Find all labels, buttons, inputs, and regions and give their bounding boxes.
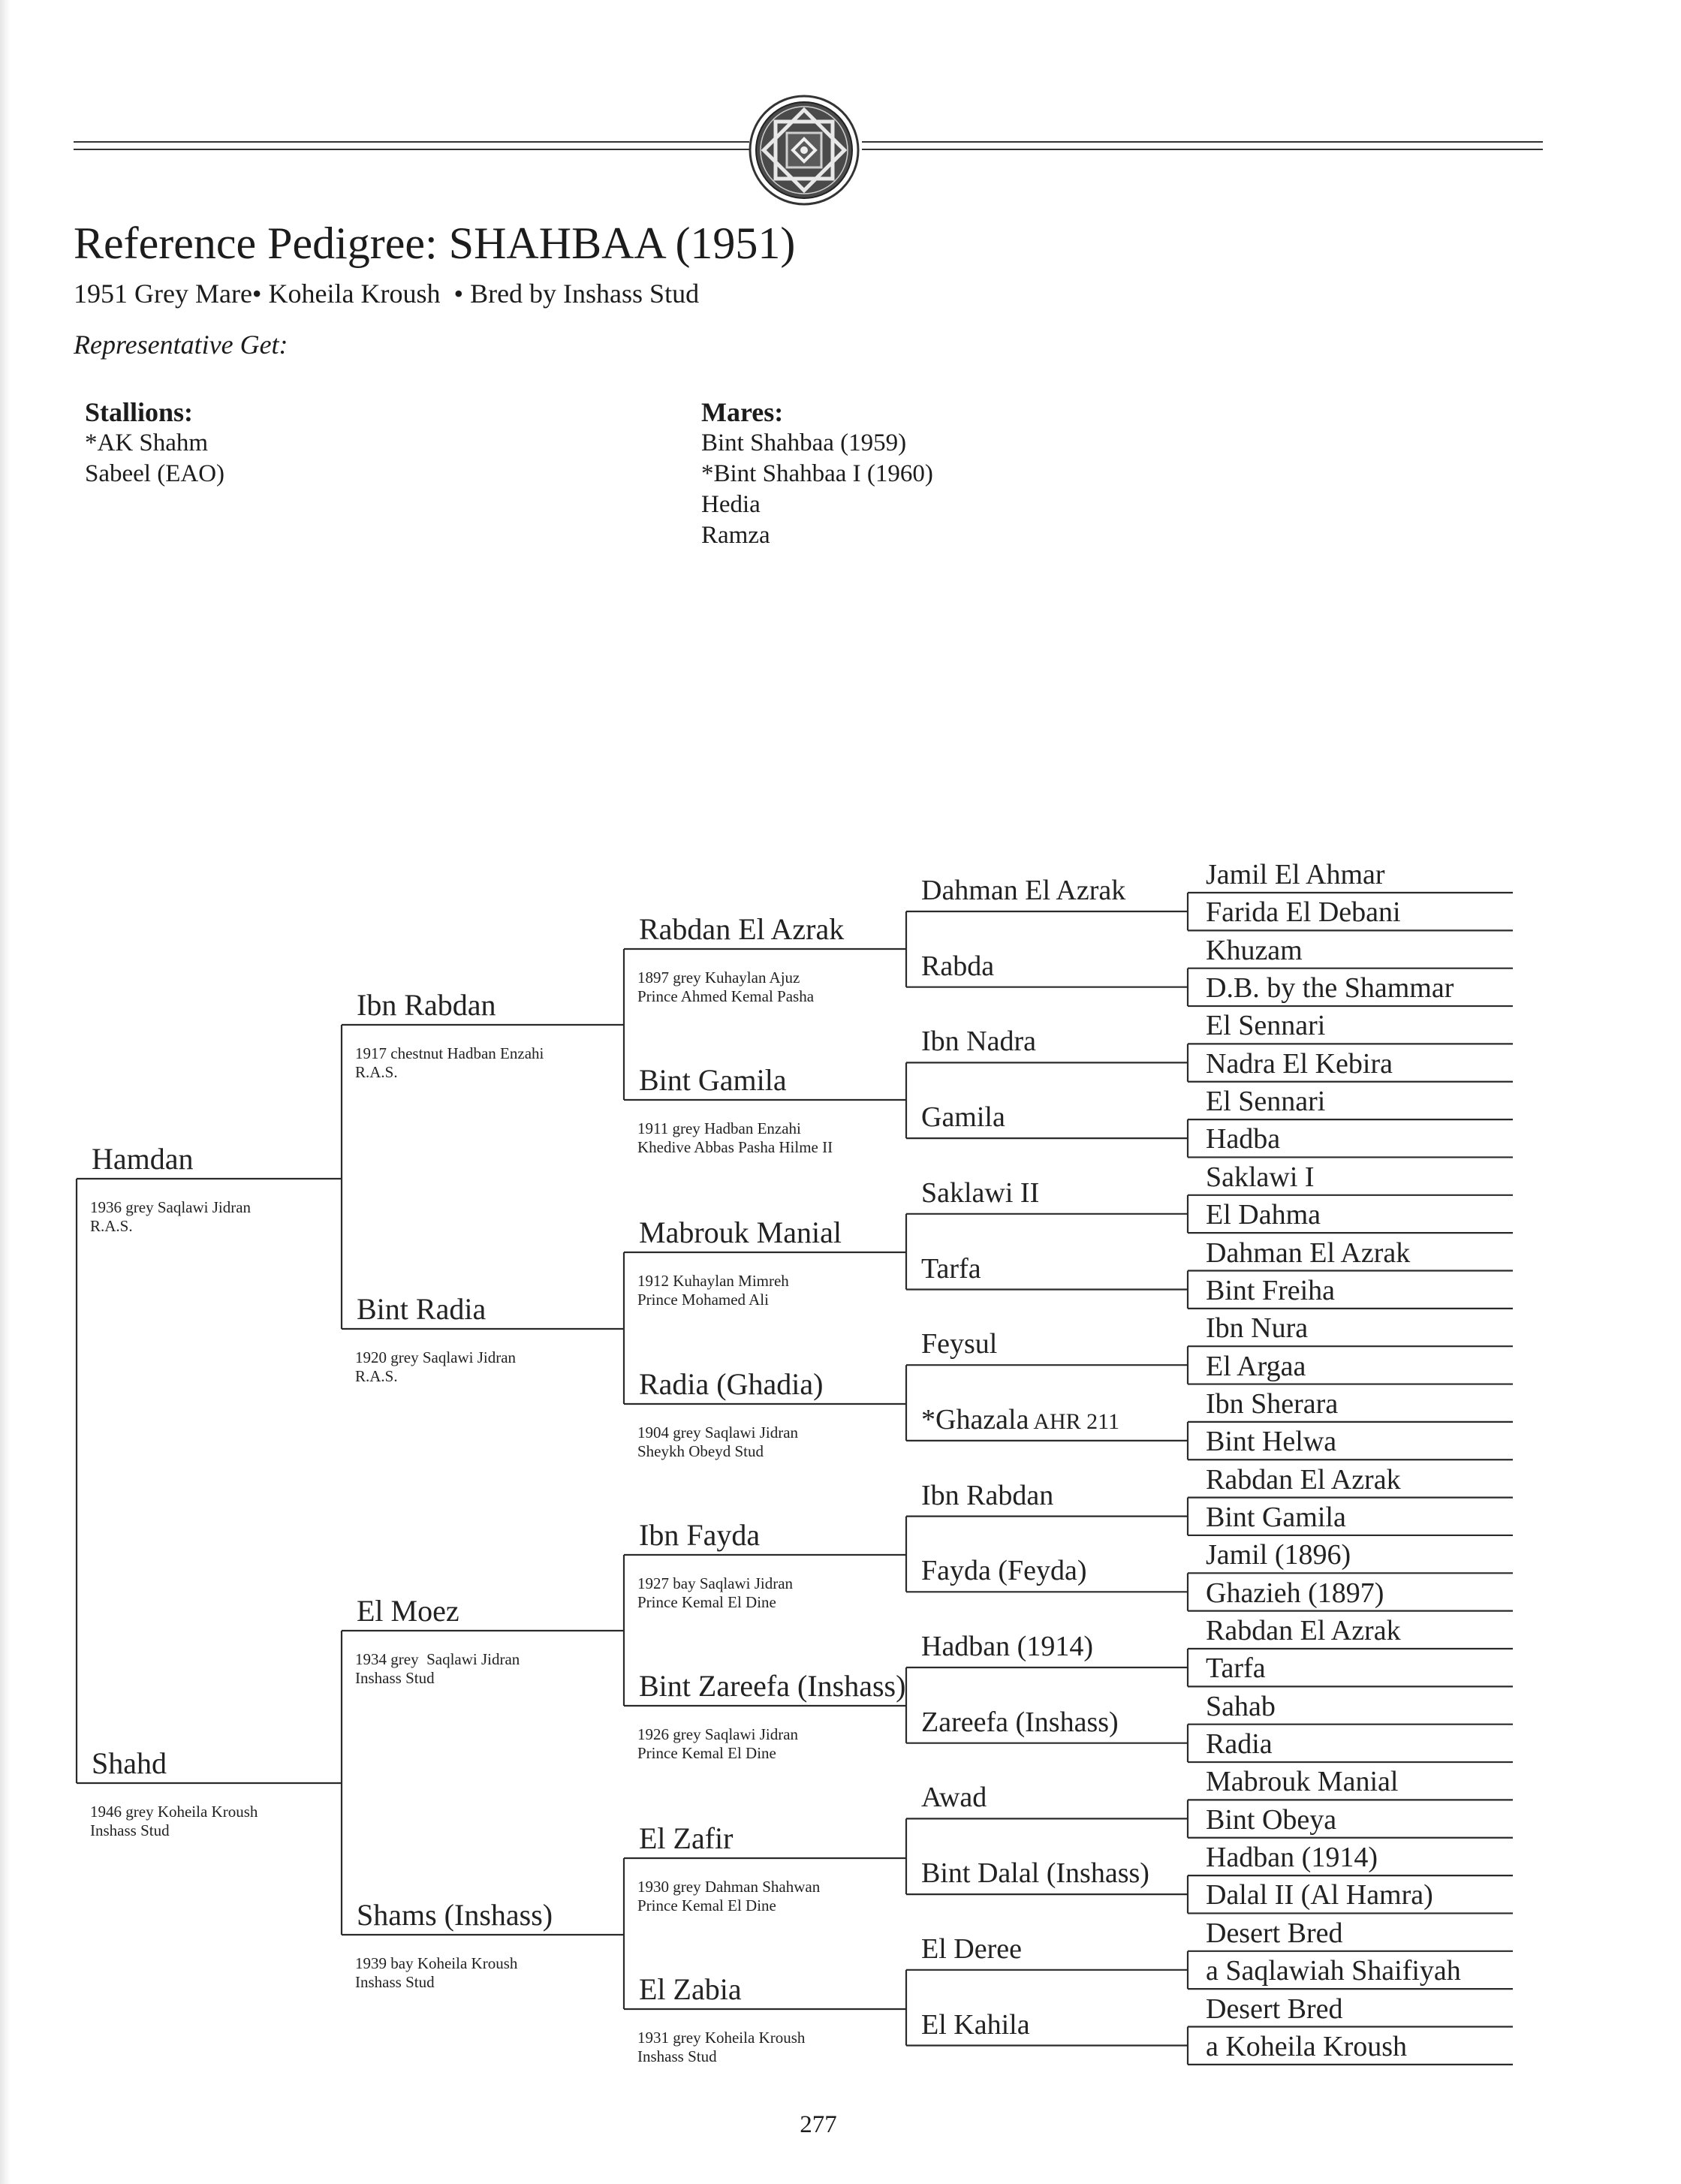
horse-name: Sahab — [1206, 1690, 1276, 1722]
horse-detail: 1904 grey Saqlawi Jidran — [637, 1423, 799, 1441]
horse-name: Hadban (1914) — [1206, 1842, 1378, 1874]
horse-name: Bint Freiha — [1206, 1274, 1336, 1306]
horse-name: Mabrouk Manial — [639, 1216, 842, 1249]
horse-name: Rabdan El Azrak — [1206, 1615, 1401, 1646]
mare-name: Hedia — [701, 491, 761, 518]
horse-name: Saklawi II — [921, 1176, 1040, 1209]
horse-name: El Dahma — [1206, 1199, 1321, 1231]
horse-breeder: R.A.S. — [355, 1063, 398, 1081]
horse-name: Jamil (1896) — [1206, 1539, 1351, 1571]
mare-name: *Bint Shahbaa I (1960) — [701, 460, 933, 487]
horse-name: Khuzam — [1206, 934, 1303, 966]
horse-name: El Moez — [357, 1594, 459, 1628]
horse-detail: 1917 chestnut Hadban Enzahi — [355, 1044, 544, 1062]
mare-name: Bint Shahbaa (1959) — [701, 429, 907, 456]
horse-name: Bint Zareefa (Inshass) — [639, 1669, 906, 1703]
stallion-name: *AK Shahm — [85, 429, 209, 456]
horse-breeder: Inshass Stud — [637, 2047, 717, 2065]
horse-name: a Koheila Kroush — [1206, 2030, 1408, 2062]
horse-detail: 1897 grey Kuhaylan Ajuz — [637, 968, 800, 987]
horse-name: Shahd — [92, 1746, 167, 1780]
horse-name: Ibn Sherara — [1206, 1387, 1339, 1420]
registration-number: AHR 211 — [1029, 1408, 1120, 1434]
horse-detail: 1927 bay Saqlawi Jidran — [637, 1574, 794, 1592]
horse-detail: 1936 grey Saqlawi Jidran — [90, 1198, 252, 1216]
horse-detail: 1920 grey Saqlawi Jidran — [355, 1348, 517, 1366]
horse-breeder: Inshass Stud — [90, 1821, 170, 1839]
mares-heading: Mares: — [701, 397, 784, 427]
representative-get-heading: Representative Get: — [74, 330, 288, 360]
horse-name: El Sennari — [1206, 1010, 1326, 1042]
horse-name: Nadra El Kebira — [1206, 1047, 1393, 1080]
horse-breeder: Khedive Abbas Pasha Hilme II — [637, 1138, 833, 1156]
horse-name: Desert Bred — [1206, 1917, 1343, 1949]
horse-breeder: Prince Ahmed Kemal Pasha — [637, 987, 815, 1005]
stallions-heading: Stallions: — [85, 397, 194, 427]
horse-name: Hamdan — [92, 1142, 194, 1176]
horse-breeder: Prince Kemal El Dine — [637, 1744, 776, 1762]
horse-name: Farida El Debani — [1206, 896, 1401, 929]
horse-name: Bint Dalal (Inshass) — [921, 1857, 1149, 1890]
horse-name: Radia — [1206, 1728, 1273, 1761]
horse-name: El Kahila — [921, 2008, 1030, 2041]
horse-name: Ghazieh (1897) — [1206, 1577, 1384, 1609]
horse-breeder: Prince Kemal El Dine — [637, 1896, 776, 1914]
horse-name: Shams (Inshass) — [357, 1898, 553, 1932]
horse-detail: 1911 grey Hadban Enzahi — [637, 1119, 801, 1137]
horse-name: Bint Obeya — [1206, 1803, 1337, 1836]
horse-breeder: Sheykh Obeyd Stud — [637, 1442, 764, 1460]
horse-name: El Zabia — [639, 1972, 742, 2006]
horse-breeder: Prince Kemal El Dine — [637, 1593, 776, 1611]
horse-name: Hadba — [1206, 1123, 1281, 1155]
horse-name: a Saqlawiah Shaifiyah — [1206, 1955, 1461, 1987]
horse-name: Hadban (1914) — [921, 1631, 1093, 1662]
horse-breeder: R.A.S. — [90, 1217, 133, 1235]
horse-name: Dahman El Azrak — [1206, 1237, 1411, 1269]
horse-breeder: R.A.S. — [355, 1367, 398, 1385]
horse-name: Saklawi I — [1206, 1161, 1315, 1193]
horse-detail: 1934 grey Saqlawi Jidran — [355, 1650, 520, 1668]
page-title: Reference Pedigree: SHAHBAA (1951) — [74, 218, 796, 268]
horse-detail: 1946 grey Koheila Kroush — [90, 1803, 258, 1821]
horse-name: Bint Helwa — [1206, 1426, 1337, 1458]
horse-name: Dahman El Azrak — [921, 875, 1126, 906]
horse-name: Bint Radia — [357, 1292, 487, 1326]
horse-name: Bint Gamila — [639, 1063, 787, 1097]
stallion-name: Sabeel (EAO) — [85, 460, 225, 487]
horse-name: *Ghazala AHR 211 — [921, 1403, 1120, 1435]
horse-name: Zareefa (Inshass) — [921, 1706, 1119, 1738]
horse-detail: 1939 bay Koheila Kroush — [355, 1954, 518, 1972]
horse-name: El Zafir — [639, 1821, 734, 1855]
horse-detail: 1930 grey Dahman Shahwan — [637, 1878, 821, 1896]
pedigree-subtitle: 1951 Grey Mare• Koheila Kroush • Bred by Inshass Stud — [74, 279, 700, 309]
horse-name: Ibn Fayda — [639, 1518, 761, 1552]
horse-name: Gamila — [921, 1101, 1005, 1134]
horse-name: Bint Gamila — [1206, 1501, 1346, 1533]
horse-name: D.B. by the Shammar — [1206, 972, 1454, 1005]
horse-name: Desert Bred — [1206, 1993, 1343, 2025]
horse-breeder: Inshass Stud — [355, 1669, 435, 1687]
horse-name: Rabdan El Azrak — [639, 912, 845, 946]
horse-breeder: Inshass Stud — [355, 1973, 435, 1991]
horse-name: Ibn Nura — [1206, 1312, 1309, 1345]
page-number: 277 — [800, 2111, 837, 2138]
horse-name: Radia (Ghadia) — [639, 1367, 824, 1401]
horse-name: Dalal II (Al Hamra) — [1206, 1879, 1433, 1911]
mare-name: Ramza — [701, 522, 770, 549]
horse-detail: 1912 Kuhaylan Mimreh — [637, 1272, 789, 1290]
horse-name: Mabrouk Manial — [1206, 1766, 1399, 1798]
horse-name: El Deree — [921, 1932, 1022, 1965]
horse-name: Fayda (Feyda) — [921, 1555, 1087, 1587]
horse-name: Rabdan El Azrak — [1206, 1463, 1401, 1496]
horse-detail: 1926 grey Saqlawi Jidran — [637, 1725, 799, 1743]
horse-name: Jamil El Ahmar — [1206, 859, 1385, 890]
horse-name: Rabda — [921, 950, 995, 982]
horse-detail: 1931 grey Koheila Kroush — [637, 2029, 806, 2047]
horse-name: Ibn Rabdan — [921, 1479, 1054, 1511]
horse-name: Ibn Nadra — [921, 1026, 1036, 1058]
horse-name: Awad — [921, 1782, 987, 1814]
horse-name: Tarfa — [921, 1252, 981, 1285]
horse-name: El Argaa — [1206, 1350, 1306, 1382]
horse-breeder: Prince Mohamed Ali — [637, 1291, 769, 1309]
horse-name: Feysul — [921, 1328, 998, 1360]
horse-name: Ibn Rabdan — [357, 988, 496, 1022]
horse-name: El Sennari — [1206, 1086, 1326, 1118]
horse-name: Tarfa — [1206, 1652, 1266, 1685]
